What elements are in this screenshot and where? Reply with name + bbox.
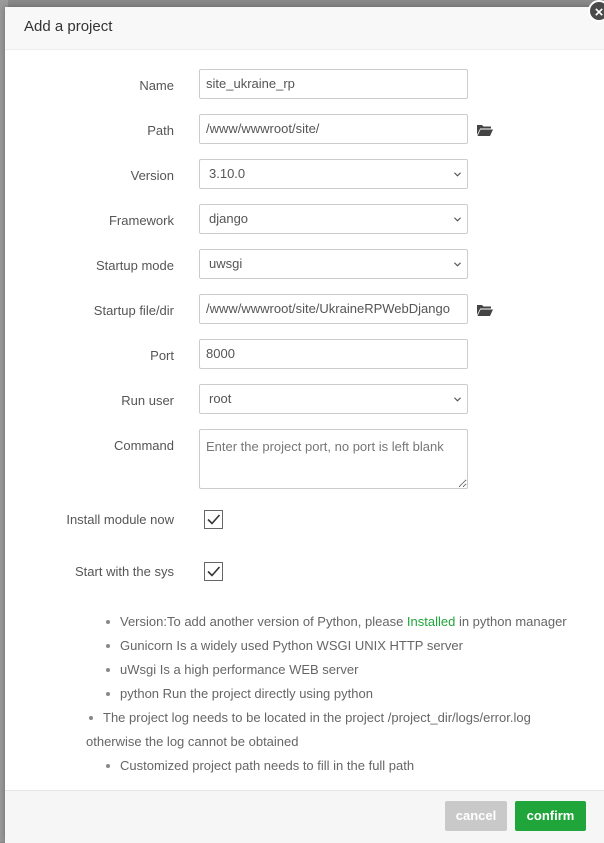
command-textarea[interactable] <box>199 429 468 489</box>
dialog-footer <box>5 790 604 843</box>
tip-version-suffix: in python manager <box>455 614 567 629</box>
close-button[interactable]: × <box>588 0 604 22</box>
chevron-down-icon <box>454 396 461 403</box>
start-with-sys-label: Start with the sys <box>75 564 174 579</box>
framework-select[interactable] <box>199 204 468 234</box>
chevron-down-icon <box>454 216 461 223</box>
startup-file-field[interactable]: /www/wwwroot/site/UkraineRPWebDjango <box>199 294 468 324</box>
cancel-button[interactable]: cancel <box>445 801 507 831</box>
port-label: Port <box>150 348 174 363</box>
tip-version <box>103 610 583 634</box>
port-field[interactable]: 8000 <box>199 339 468 369</box>
framework-value: django <box>209 211 249 226</box>
run-user-value: root <box>209 391 232 406</box>
tip-custom-path: Customized project path needs to fill in the full path <box>103 754 583 778</box>
command-label: Command <box>114 438 174 453</box>
add-project-dialog <box>5 4 604 842</box>
tip-python: python Run the project directly using python <box>103 682 583 706</box>
folder-open-icon[interactable] <box>477 124 493 137</box>
start-with-sys-checkbox[interactable] <box>204 562 223 581</box>
chevron-down-icon <box>454 261 461 268</box>
check-icon <box>205 563 222 580</box>
tip-uwsgi: uWsgi Is a high performance WEB server <box>103 658 583 682</box>
help-tips <box>86 610 583 778</box>
name-label: Name <box>139 78 174 93</box>
run-user-select[interactable] <box>199 384 468 414</box>
version-label: Version <box>130 168 174 183</box>
run-user-label: Run user <box>121 393 174 408</box>
folder-open-icon[interactable] <box>477 304 493 317</box>
install-module-label: Install module now <box>66 512 174 527</box>
tip-gunicorn: Gunicorn Is a widely used Python WSGI UNIX HTTP server <box>103 634 583 658</box>
version-select[interactable] <box>199 159 468 189</box>
dialog-header <box>5 7 604 50</box>
chevron-down-icon <box>454 171 461 178</box>
path-field[interactable]: /www/wwwroot/site/ <box>199 114 468 144</box>
version-value: 3.10.0 <box>209 166 246 181</box>
confirm-button[interactable]: confirm <box>515 801 586 831</box>
startup-mode-label: Startup mode <box>95 258 174 273</box>
framework-label: Framework <box>108 213 174 228</box>
startup-mode-value: uwsgi <box>209 256 243 271</box>
dialog-title: Add a project <box>24 18 113 35</box>
install-module-checkbox[interactable] <box>204 510 223 529</box>
installed-link[interactable]: Installed <box>406 614 456 629</box>
startup-file-label: Startup file/dir <box>93 303 174 318</box>
check-icon <box>205 511 222 528</box>
tip-log-path <box>86 706 583 754</box>
path-label: Path <box>147 123 174 138</box>
name-field[interactable]: site_ukraine_rp <box>199 69 468 99</box>
tip-log-path-text: The project log needs to be located in the project /project_dir/logs/error.log otherwise the log cannot be obtained <box>86 710 531 749</box>
tip-version-text: Version:To add another version of Python, please <box>120 614 407 629</box>
startup-mode-select[interactable] <box>199 249 468 279</box>
